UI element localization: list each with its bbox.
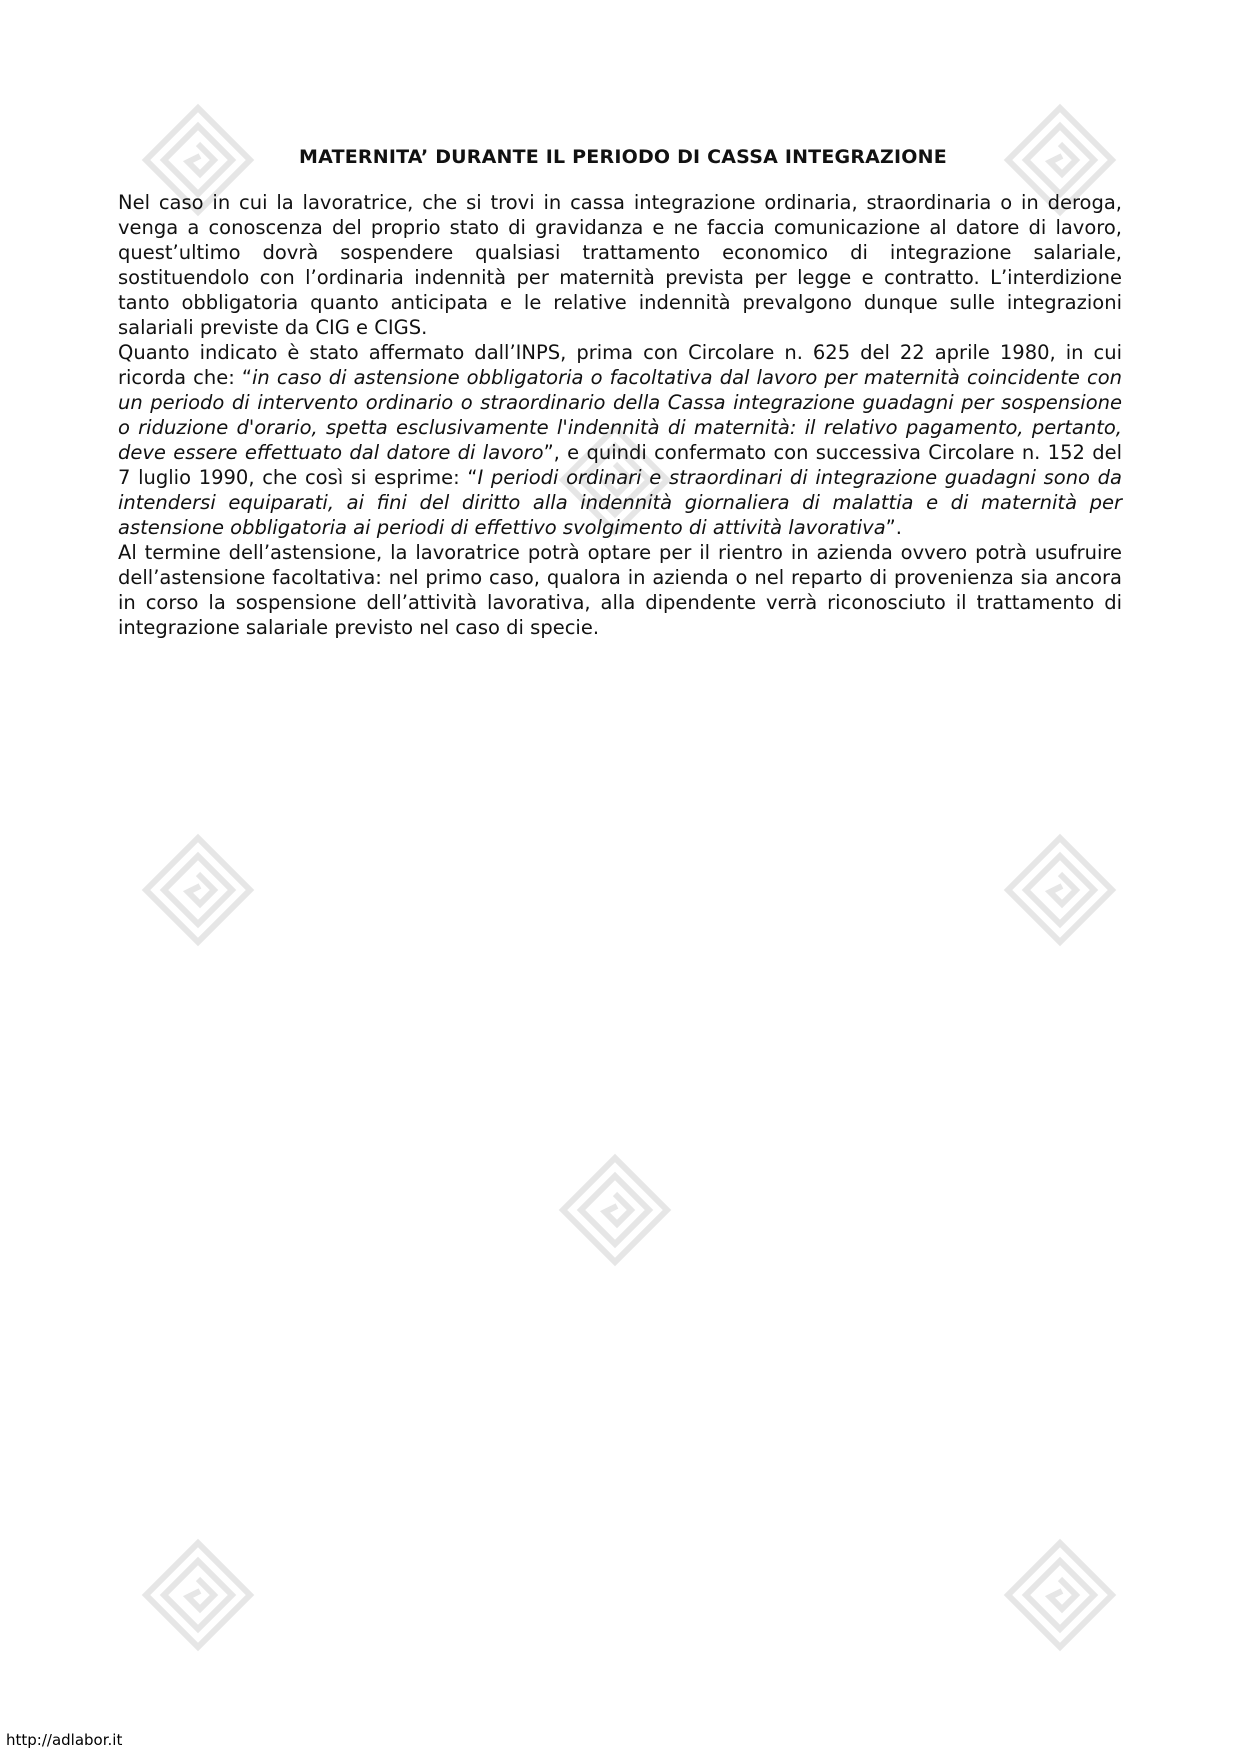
paragraph-inps-middle: ”, e quindi confermato con successiva Circolare n. 152 del 7 luglio 1990, che così si esprime: “ bbox=[118, 441, 1123, 489]
g-logo-watermark-icon bbox=[555, 1150, 675, 1270]
g-logo-watermark-icon bbox=[138, 830, 258, 950]
paragraph-inps-circolari bbox=[118, 340, 1122, 540]
footer-url[interactable]: http://adlabor.it bbox=[6, 1731, 123, 1749]
quote-circolare-152: I periodi ordinari e straordinari di integrazione guadagni sono da intendersi equiparati, ai fini del diritto alla indennità giornaliera di malattia e di maternità per astensione obbligatoria ai periodi di effettivo svolgimento di attività lavorativa bbox=[118, 466, 1122, 539]
g-logo-watermark-icon bbox=[1000, 830, 1120, 950]
g-logo-watermark-icon bbox=[1000, 1535, 1120, 1655]
quote-circolare-625: in caso di astensione obbligatoria o facoltativa dal lavoro per maternità coincidente con un periodo di intervento ordinario o straordinario della Cassa integrazione guadagni per sospensione o riduzione d'orario, spetta esclusivamente l'indennità di maternità: il relativo pagamento, pertanto, deve essere effettuato dal datore di lavoro bbox=[118, 366, 1122, 464]
paragraph-intro: Nel caso in cui la lavoratrice, che si trovi in cassa integrazione ordinaria, straordinaria o in deroga, venga a conoscenza del proprio stato di gravidanza e ne faccia comunicazione al datore di lavoro, quest’ultimo dovrà sospendere qualsiasi trattamento economico di integrazione salariale, sostituendolo con l’ordinaria indennità per maternità prevista per legge e contratto. L’interdizione tanto obbligatoria quanto anticipata e le relative indennità prevalgono dunque sulle integrazioni salariali previste da CIG e CIGS. bbox=[118, 191, 1122, 339]
paragraph-inps-end: ”. bbox=[885, 516, 902, 539]
paragraph-conclusion: Al termine dell’astensione, la lavoratrice potrà optare per il rientro in azienda ovvero potrà usufruire dell’astensione facoltativa: nel primo caso, qualora in azienda o nel reparto di provenienza sia ancora in corso la sospensione dell’attività lavorativa, alla dipendente verrà riconosciuto il trattamento di integrazione salariale previsto nel caso di specie. bbox=[118, 541, 1122, 639]
paragraph-inps-intro: Quanto indicato è stato affermato dall’INPS, prima con Circolare n. 625 del 22 aprile 1980, in cui ricorda che: “ bbox=[118, 341, 1122, 389]
g-logo-watermark-icon bbox=[138, 1535, 258, 1655]
page-title: MATERNITA’ DURANTE IL PERIODO DI CASSA INTEGRAZIONE bbox=[299, 146, 947, 168]
document-body bbox=[118, 146, 1122, 640]
